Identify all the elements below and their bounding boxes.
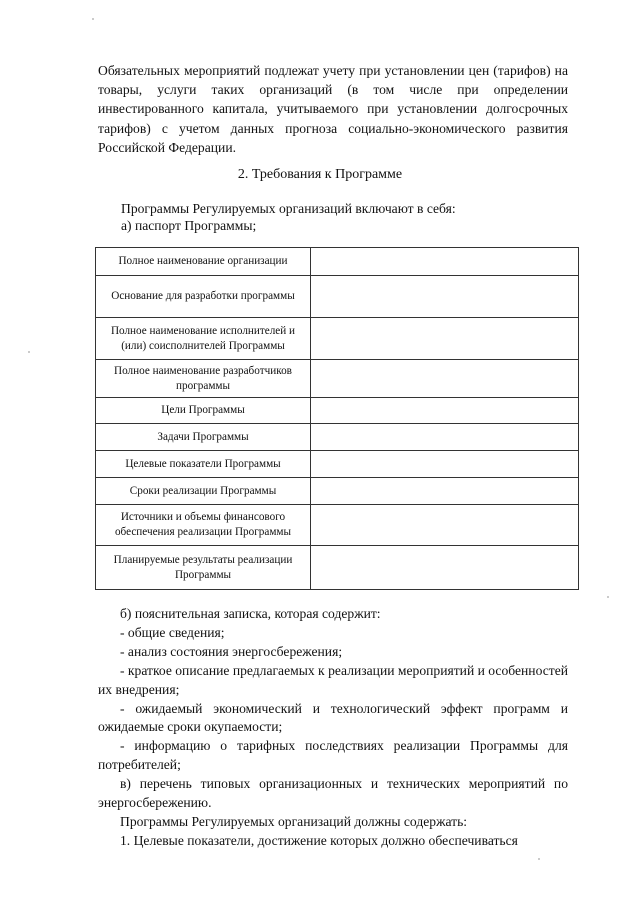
table-row bbox=[96, 451, 579, 478]
section-title: 2. Требования к Программе bbox=[237, 167, 403, 182]
list-item: - анализ состояния энергосбережения; bbox=[120, 643, 343, 659]
row-label: Сроки реализации Программы bbox=[96, 478, 311, 505]
row-label: Цели Программы bbox=[96, 398, 311, 424]
row-value bbox=[311, 276, 579, 318]
table-row bbox=[96, 505, 579, 546]
table-row bbox=[96, 360, 579, 398]
table-row bbox=[96, 248, 579, 276]
list-item: - краткое описание предлагаемых к реализации мероприятий и особенностей их внедрения; bbox=[98, 662, 568, 697]
table-row bbox=[96, 546, 579, 590]
list-item: - общие сведения; bbox=[120, 624, 225, 640]
row-value bbox=[311, 248, 579, 276]
table-row bbox=[96, 398, 579, 424]
row-label: Задачи Программы bbox=[96, 424, 311, 451]
row-label: Полное наименование исполнителей и (или) соисполнителей Программы bbox=[96, 318, 311, 360]
row-label: Источники и объемы финансового обеспечения реализации Программы bbox=[96, 505, 311, 546]
row-value bbox=[311, 360, 579, 398]
row-label: Полное наименование организации bbox=[96, 248, 311, 276]
scan-speck bbox=[28, 351, 30, 353]
row-value bbox=[311, 398, 579, 424]
row-value bbox=[311, 318, 579, 360]
item-v: в) перечень типовых организационных и технических мероприятий по энергосбережению. bbox=[98, 776, 568, 811]
row-value bbox=[311, 478, 579, 505]
table-row bbox=[96, 276, 579, 318]
row-value bbox=[311, 505, 579, 546]
programs-must-contain-text: Программы Регулируемых организаций должны содержать: bbox=[120, 813, 468, 829]
row-label: Планируемые результаты реализации Программы bbox=[96, 546, 311, 590]
intro-paragraph: Обязательных мероприятий подлежат учету при установлении цен (тарифов) на товары, услуги таких организаций (в том числе при определении инвестированного капитала, учитываемого при установлении долгосрочных тарифов) с учетом данных прогноза социально-экономического развития Российской Федерации. bbox=[98, 63, 568, 155]
row-label: Полное наименование разработчиков программы bbox=[96, 360, 311, 398]
table-row bbox=[96, 424, 579, 451]
scan-speck bbox=[538, 858, 540, 860]
list-item: - информацию о тарифных последствиях реализации Программы для потребителей; bbox=[98, 738, 568, 773]
list-item: - ожидаемый экономический и технологический эффект программ и ожидаемые сроки окупаемости; bbox=[98, 700, 568, 735]
scan-speck bbox=[607, 596, 609, 598]
scan-speck bbox=[92, 18, 94, 20]
programs-include-text: Программы Регулируемых организаций включают в себя: bbox=[121, 201, 456, 216]
passport-table bbox=[95, 247, 579, 590]
row-label: Основание для разработки программы bbox=[96, 276, 311, 318]
item-a: а) паспорт Программы; bbox=[121, 218, 257, 233]
row-label: Целевые показатели Программы bbox=[96, 451, 311, 478]
table-row bbox=[96, 318, 579, 360]
row-value bbox=[311, 546, 579, 590]
explanatory-note-section bbox=[98, 605, 568, 851]
table-row bbox=[96, 478, 579, 505]
point-1: 1. Целевые показатели, достижение которых должно обеспечиваться bbox=[120, 832, 518, 848]
row-value bbox=[311, 451, 579, 478]
item-b: б) пояснительная записка, которая содержит: bbox=[120, 606, 381, 621]
row-value bbox=[311, 424, 579, 451]
